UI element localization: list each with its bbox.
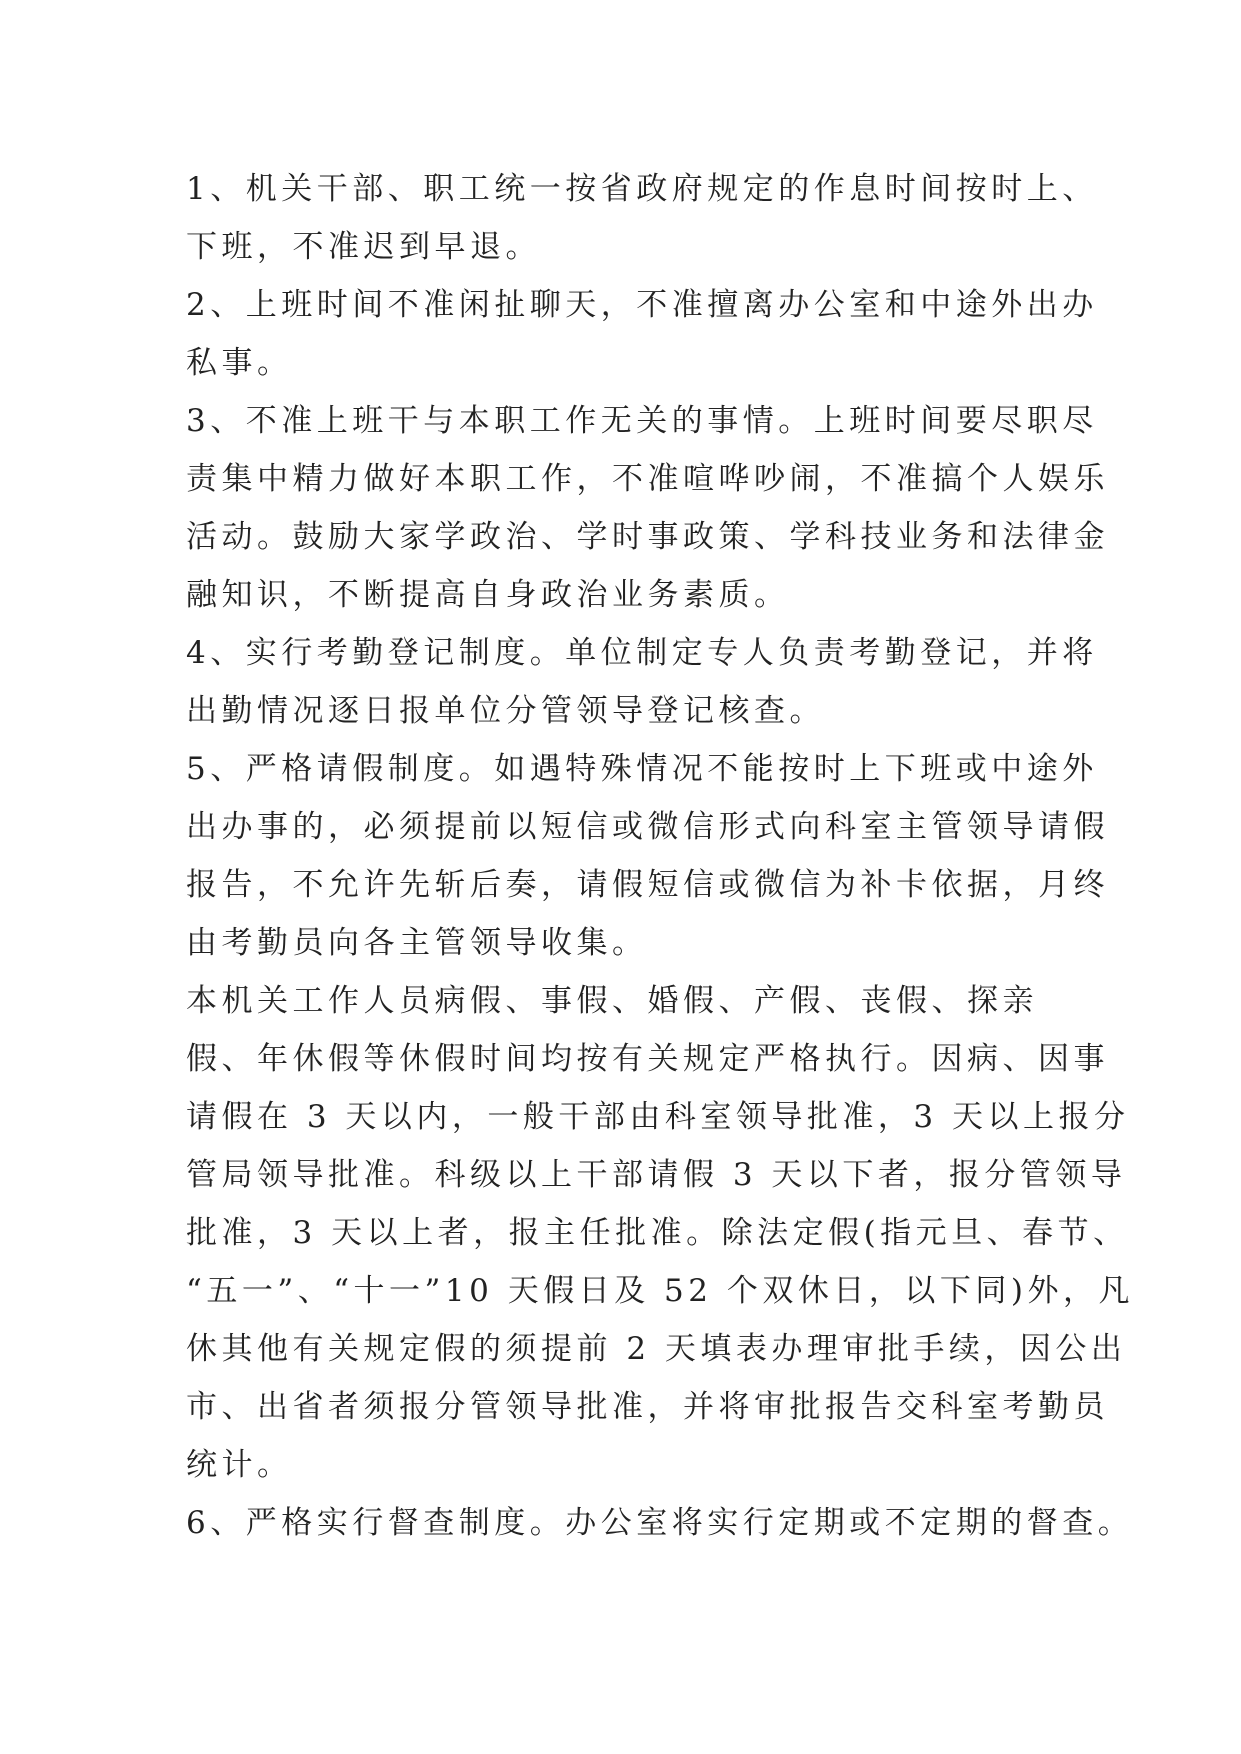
text-line: 管局领导批准。科级以上干部请假 3 天以下者，报分管领导 — [186, 1157, 1127, 1193]
text-line: 下班，不准迟到早退。 — [186, 229, 541, 265]
text-line: 统计。 — [186, 1447, 293, 1483]
text-line: 1、机关干部、职工统一按省政府规定的作息时间按时上、 — [186, 171, 1098, 207]
text-line: 融知识，不断提高自身政治业务素质。 — [186, 577, 790, 613]
text-line: 假、年休假等休假时间均按有关规定严格执行。因病、因事 — [186, 1041, 1109, 1077]
text-line: 本机关工作人员病假、事假、婚假、产假、丧假、探亲 — [186, 983, 1038, 1019]
text-line: 5、严格请假制度。如遇特殊情况不能按时上下班或中途外 — [186, 751, 1098, 787]
text-line: 私事。 — [186, 345, 293, 381]
text-line: 活动。鼓励大家学政治、学时事政策、学科技业务和法律金 — [186, 519, 1109, 555]
text-line: 2、上班时间不准闲扯聊天，不准擅离办公室和中途外出办 — [186, 287, 1098, 323]
text-line: 责集中精力做好本职工作，不准喧哗吵闹，不准搞个人娱乐 — [186, 461, 1109, 497]
text-line: 6、严格实行督查制度。办公室将实行定期或不定期的督查。 — [186, 1505, 1134, 1541]
text-line: 3、不准上班干与本职工作无关的事情。上班时间要尽职尽 — [186, 403, 1098, 439]
text-line: 由考勤员向各主管领导收集。 — [186, 925, 648, 961]
text-line: “五一”、“十一”10 天假日及 52 个双休日，以下同)外，凡 — [186, 1273, 1134, 1309]
text-line: 批准，3 天以上者，报主任批准。除法定假(指元旦、春节、 — [186, 1215, 1129, 1251]
text-line: 出勤情况逐日报单位分管领导登记核查。 — [186, 693, 825, 729]
document-body — [186, 160, 1134, 1552]
text-line: 市、出省者须报分管领导批准，并将审批报告交科室考勤员 — [186, 1389, 1109, 1425]
text-line: 请假在 3 天以内，一般干部由科室领导批准，3 天以上报分 — [186, 1099, 1130, 1135]
text-line: 报告，不允许先斩后奏，请假短信或微信为补卡依据，月终 — [186, 867, 1109, 903]
text-line: 休其他有关规定假的须提前 2 天填表办理审批手续，因公出 — [186, 1331, 1127, 1367]
text-line: 出办事的，必须提前以短信或微信形式向科室主管领导请假 — [186, 809, 1109, 845]
text-line: 4、实行考勤登记制度。单位制定专人负责考勤登记，并将 — [186, 635, 1098, 671]
